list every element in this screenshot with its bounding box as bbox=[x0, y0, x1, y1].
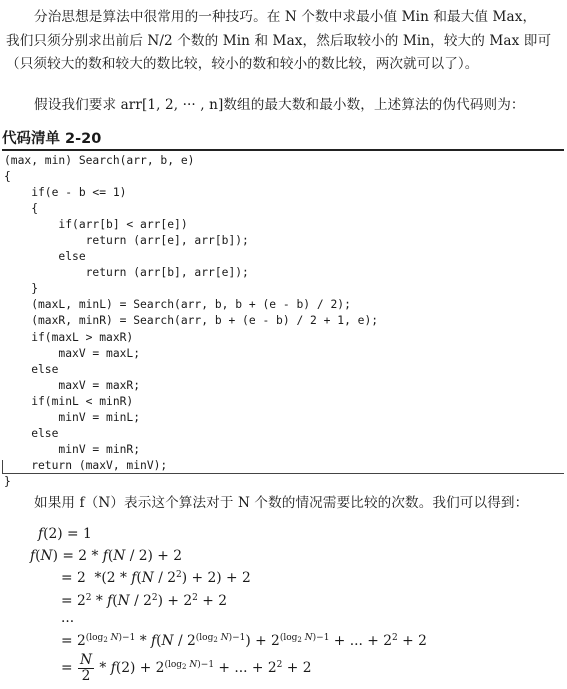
listing-top-rule bbox=[2, 149, 564, 151]
code-line: (maxL, minL) = Search(arr, b, b + (e - b) / 2); bbox=[4, 298, 351, 312]
recurrence-intro-paragraph: 如果用 f（N）表示这个算法对于 N 个数的情况需要比较的次数。我们可以得到： bbox=[34, 495, 529, 511]
code-line: if(minL < minR) bbox=[4, 394, 134, 408]
listing-corner-mark bbox=[2, 460, 8, 473]
equation-line-7: = $\frac{N}{2}$ * $f(2) + 2^{(log_2 N)-1}$ + ... + $2^2 + 2$ bbox=[61, 652, 312, 684]
equation-line-3: = 2 $*(2 * f(N / 2^2) + 2) + 2$ bbox=[61, 570, 251, 586]
code-line: if(e - b <= 1) bbox=[4, 186, 127, 200]
equation-line-6: = $2^{(log_2 N)-1} * f(N / 2^{(log_2 N)-1}) + 2^{(log_2 N)-1}$ + ... + $2^2 + 2$ bbox=[61, 633, 427, 649]
code-line: (maxR, minR) = Search(arr, b + (e - b) / 2 + 1, e); bbox=[4, 314, 379, 328]
code-line: maxV = maxL; bbox=[4, 346, 141, 360]
listing-title: 代码清单 2-20 bbox=[2, 131, 102, 147]
equation-line-1: f(2) = 1 bbox=[38, 526, 92, 542]
code-line: maxV = maxR; bbox=[4, 378, 141, 392]
fraction-n-over-2: $\frac{N}{2}$ bbox=[79, 652, 93, 684]
code-line: else bbox=[4, 250, 86, 264]
code-line: } bbox=[4, 282, 39, 296]
equation-line-5: ··· bbox=[61, 614, 75, 630]
equation-line-2: f(N) = 2 * f(N / 2) + 2 bbox=[30, 548, 183, 564]
code-line: if(arr[b] < arr[e]) bbox=[4, 218, 188, 232]
code-line: else bbox=[4, 362, 59, 376]
intro-line-3: （只须较大的数和较大的数比较，较小的数和较小的数比较，两次就可以了）。 bbox=[6, 56, 479, 72]
code-line: return (maxV, minV); bbox=[4, 458, 168, 472]
code-line: if(maxL > maxR) bbox=[4, 330, 134, 344]
code-line: } bbox=[4, 474, 11, 488]
listing-bottom-rule bbox=[2, 473, 564, 474]
code-line: return (arr[e], arr[b]); bbox=[4, 234, 249, 248]
code-line: minV = minL; bbox=[4, 410, 141, 424]
intro-paragraph bbox=[6, 6, 562, 77]
code-line: (max, min) Search(arr, b, e) bbox=[4, 154, 195, 167]
code-line: else bbox=[4, 426, 59, 440]
pseudocode-intro-paragraph: 假设我们要求 arr[1, 2, ··· , n]数组的最大数和最小数，上述算法的伪代码则为： bbox=[34, 97, 525, 113]
code-line: return (arr[b], arr[e]); bbox=[4, 266, 249, 280]
code-listing bbox=[4, 153, 378, 490]
code-line: { bbox=[4, 170, 11, 184]
equation-line-4: = $2^2 * f(N / 2^2) + 2^2 + 2$ bbox=[61, 593, 228, 609]
code-line: minV = minR; bbox=[4, 442, 141, 456]
intro-line-2: 我们只须分别求出前后 N/2 个数的 Min 和 Max，然后取较小的 Min，较大的 Max 即可 bbox=[6, 32, 552, 49]
intro-line-1: 分治思想是算法中很常用的一种技巧。在 N 个数中求最小值 Min 和最大值 Max， bbox=[34, 9, 537, 25]
code-line: { bbox=[4, 202, 39, 216]
